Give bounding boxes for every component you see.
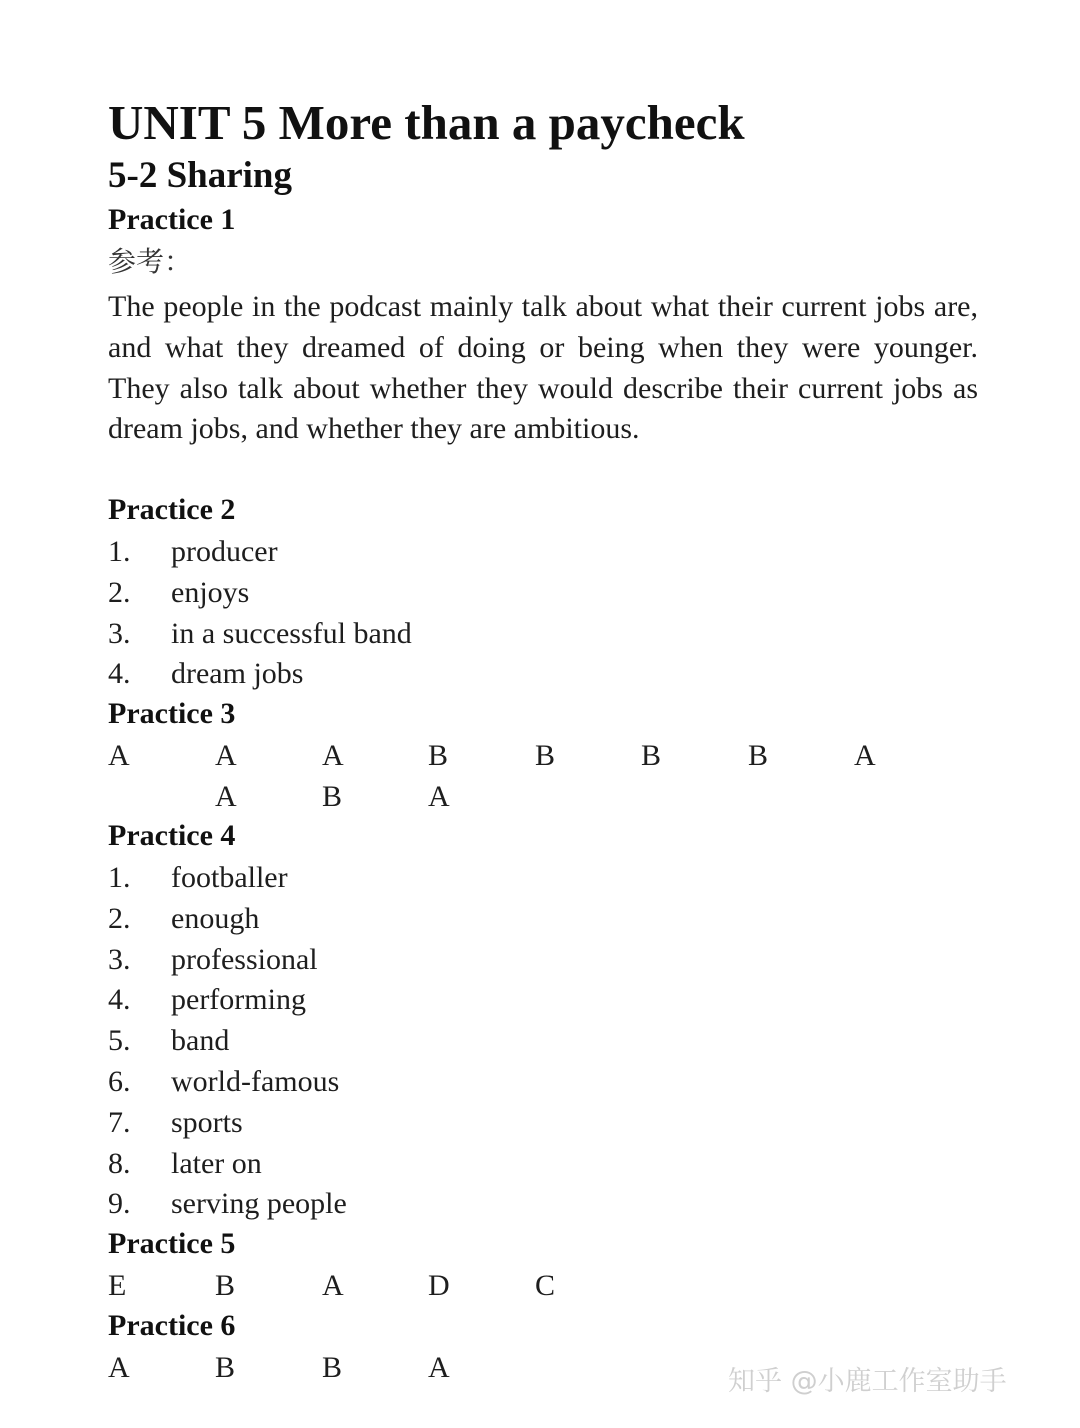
list-item: [108, 614, 412, 654]
list-item-text: world-famous: [171, 1065, 340, 1098]
practice-2-heading: Practice 2: [108, 493, 236, 526]
watermark-text: 知乎 @小鹿工作室助手: [728, 1366, 1007, 1397]
answer-letter: A: [108, 739, 130, 772]
list-item-text: producer: [171, 535, 278, 568]
list-item: [108, 532, 278, 572]
answer-letter: A: [854, 739, 876, 772]
reference-label: 参考：: [108, 247, 193, 278]
answer-letter: B: [535, 739, 556, 772]
practice-5-heading: Practice 5: [108, 1227, 236, 1260]
list-item-text: later on: [171, 1146, 262, 1180]
list-item-text: performing: [171, 983, 306, 1017]
list-item: [108, 1103, 243, 1143]
list-item-text: professional: [171, 942, 318, 976]
list-item: [108, 858, 288, 898]
list-item-number: 4.: [108, 983, 131, 1017]
list-item-number: 3.: [108, 942, 131, 976]
list-item: [108, 940, 318, 980]
answer-letter: A: [428, 780, 450, 813]
list-item-text: enough: [171, 901, 260, 935]
list-item-text: in a successful band: [171, 616, 412, 650]
practice-6-heading: Practice 6: [108, 1309, 236, 1342]
answer-letter: E: [108, 1269, 127, 1302]
list-item-number: 2.: [108, 901, 131, 935]
answer-letter: B: [215, 1269, 236, 1302]
practice-1-heading: Practice 1: [108, 203, 236, 236]
practice-4-heading: Practice 4: [108, 819, 236, 852]
list-item-number: 7.: [108, 1105, 131, 1139]
answer-letter: A: [428, 1351, 450, 1384]
answer-letter: A: [215, 739, 237, 772]
list-item-number: 4.: [108, 657, 131, 691]
list-item-number: 5.: [108, 1024, 131, 1058]
list-item: [108, 1021, 229, 1061]
list-item-text: band: [171, 1024, 230, 1058]
list-item-text: dream jobs: [171, 657, 304, 691]
unit-title: UNIT 5 More than a paycheck: [108, 95, 745, 150]
answer-letter: A: [322, 1269, 344, 1302]
list-item-text: enjoys: [171, 575, 250, 609]
list-item-number: 1.: [108, 861, 131, 894]
list-item: [108, 573, 249, 613]
list-item: [108, 1184, 347, 1224]
list-item-number: 2.: [108, 575, 131, 609]
answer-letter: B: [215, 1351, 236, 1384]
answer-letter: B: [641, 739, 662, 772]
practice-1-answer-paragraph: The people in the podcast mainly talk about what their current jobs are, and what they dreamed of doing or being when they were younger. They also talk about whether they would describe their current jobs as dream jobs, and whether they are ambitious.: [108, 290, 978, 446]
answer-letter: B: [428, 739, 449, 772]
answer-letter: D: [428, 1269, 450, 1302]
list-item-number: 1.: [108, 535, 131, 568]
answer-letter: A: [215, 780, 237, 813]
section-title: 5-2 Sharing: [108, 155, 293, 196]
list-item: [108, 1062, 339, 1102]
list-item-number: 9.: [108, 1187, 131, 1221]
answer-letter: A: [322, 739, 344, 772]
list-item-text: sports: [171, 1105, 243, 1139]
list-item: [108, 654, 303, 694]
list-item-number: 6.: [108, 1065, 131, 1098]
list-item-number: 8.: [108, 1146, 131, 1180]
answer-letter: C: [535, 1269, 556, 1302]
answer-letter: B: [748, 739, 769, 772]
list-item-text: footballer: [171, 861, 288, 894]
practice-3-heading: Practice 3: [108, 697, 236, 730]
list-item: [108, 899, 259, 939]
list-item-number: 3.: [108, 616, 131, 650]
answer-letter: B: [322, 780, 343, 813]
list-item-text: serving people: [171, 1187, 347, 1221]
list-item: [108, 1144, 262, 1184]
answer-letter: A: [108, 1351, 130, 1384]
answer-letter: B: [322, 1351, 343, 1384]
list-item: [108, 980, 306, 1020]
